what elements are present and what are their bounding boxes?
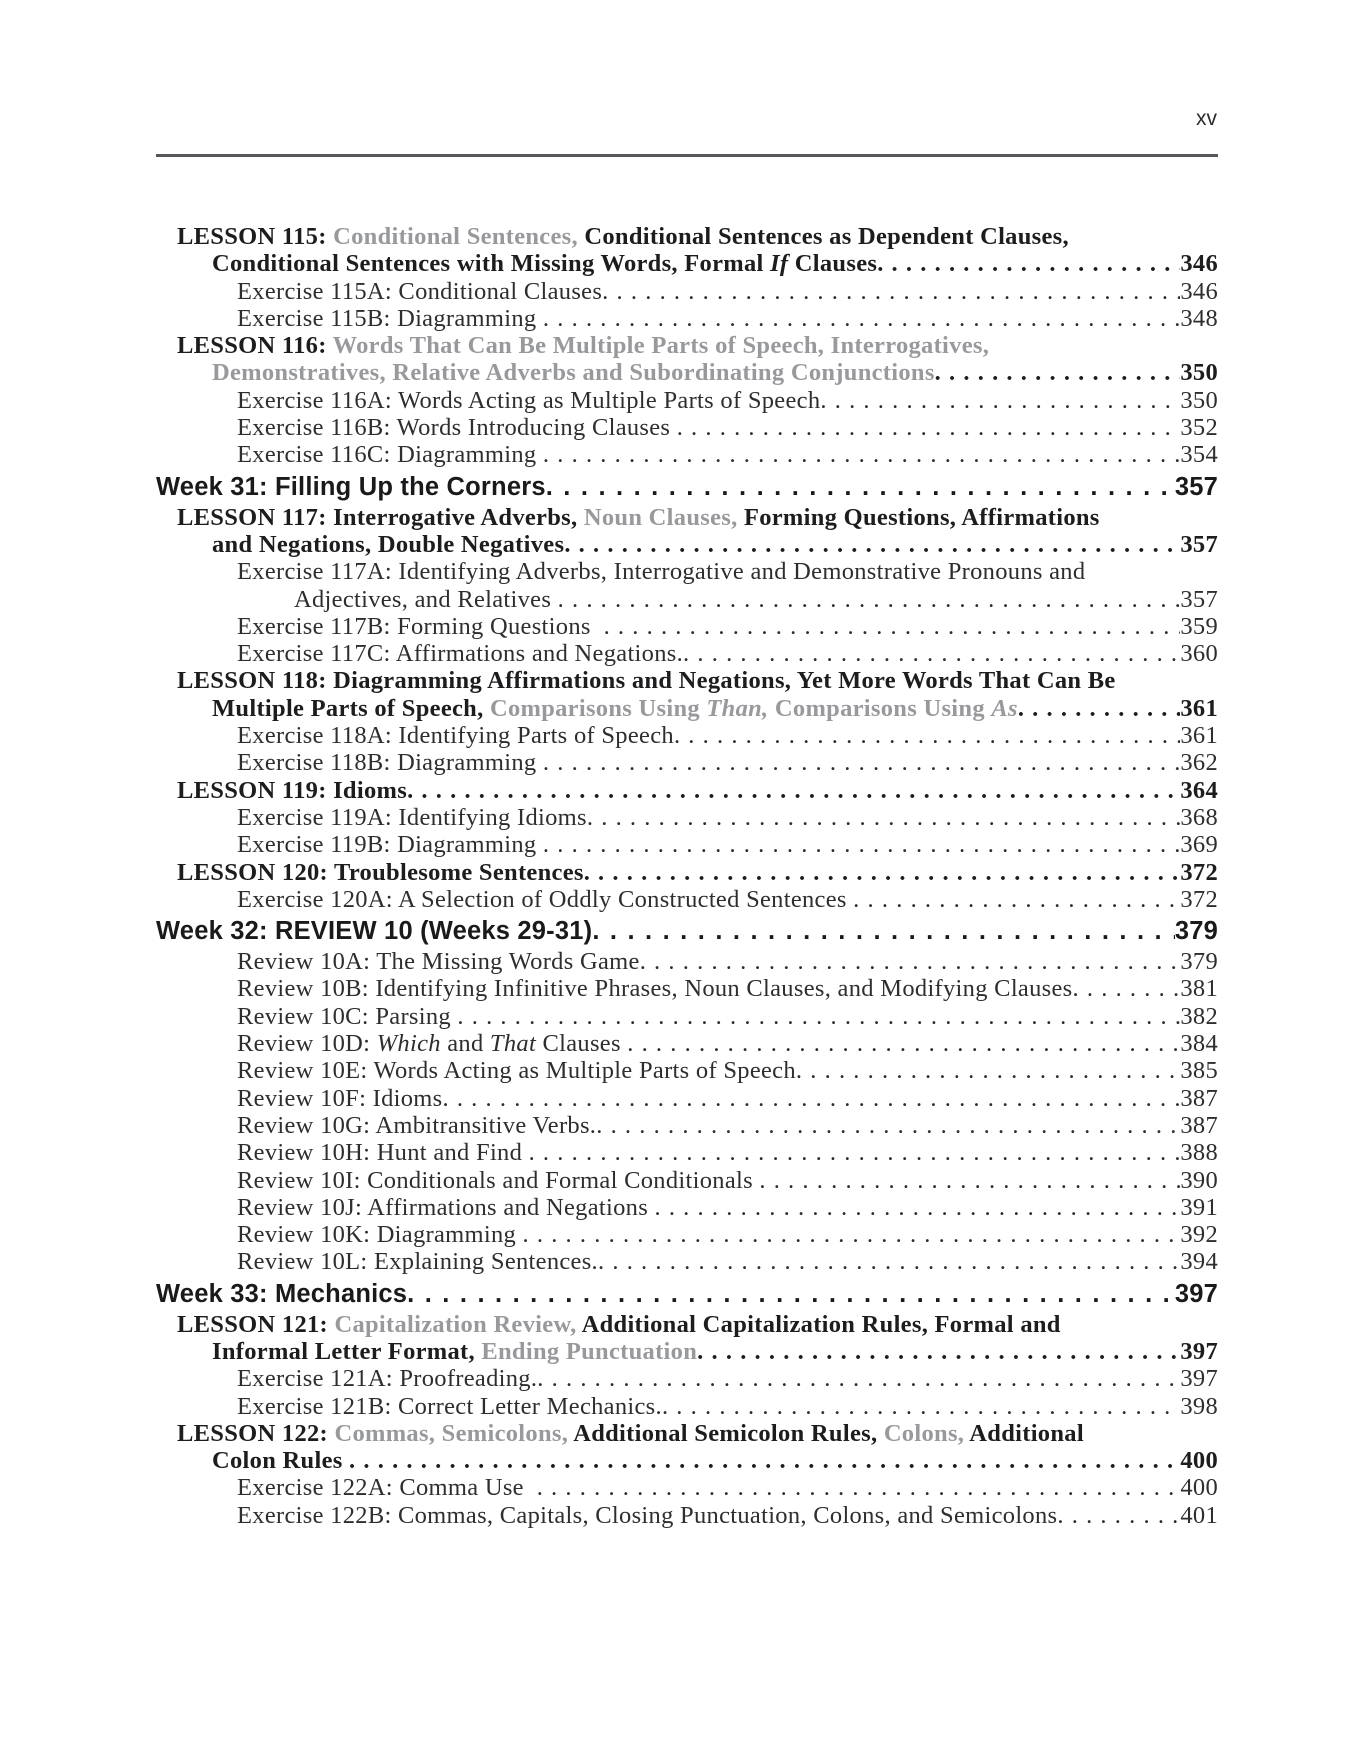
toc-row [156,1085,1218,1112]
toc-entry-text [237,1248,598,1275]
toc-row [156,305,1218,332]
toc-row [156,640,1218,667]
dot-leader [537,1474,1181,1501]
toc-entry-text [237,558,1085,585]
dot-leader [543,749,1180,776]
toc-text-segment: LESSON 115: [177,223,334,250]
toc-text-segment: Clauses [788,250,878,278]
toc-text-segment: Conditional Sentences as Dependent Clauses, [584,223,1069,250]
toc-entry-text [237,1393,662,1420]
toc-entry-text [237,886,853,913]
toc-text-segment: Exercise 116B: Words Introducing Clauses [237,414,677,442]
toc-row [156,531,1218,558]
toc-row [156,278,1218,305]
page-number: 398 [1180,1392,1218,1420]
toc-entry-text [212,250,877,277]
toc-entry-text [237,387,820,414]
toc-row [156,441,1218,468]
toc-text-segment: Forming Questions, Affirmations [743,503,1100,531]
toc-row [156,1221,1218,1248]
dot-leader [457,1003,1180,1030]
toc-entry-text [237,1139,529,1166]
toc-text-segment: and Negations, Double Negatives [212,530,565,558]
toc-text-segment: Exercise 118A: Identifying Parts of Speech [237,722,674,750]
toc-text-segment: Week 31: Filling Up the Corners [156,472,546,501]
toc-entry-text [237,1221,523,1248]
toc-text-segment: Additional Capitalization Rules, Formal and [581,1310,1061,1338]
toc-text-segment: As [991,694,1018,722]
toc-row [156,975,1218,1002]
dot-leader [654,1194,1180,1221]
toc-text-segment: LESSON 122: [177,1419,335,1447]
dot-leader [564,531,1180,558]
page-number: 357 [1180,530,1218,558]
toc-entry-text [237,749,543,776]
toc-entry-text [237,613,604,640]
page-number: 350 [1180,359,1218,387]
toc-text-segment: LESSON 120: Troublesome Sentences [177,858,584,886]
page-number: 384 [1180,1030,1218,1058]
dot-leader [592,917,1175,946]
dot-leader [877,250,1180,277]
toc-text-segment: LESSON 119: Idioms [177,776,408,804]
dot-leader [602,278,1180,305]
toc-text-segment: and [440,1030,490,1058]
toc-entry-text [156,473,546,502]
toc-text-segment: Colon Rules [212,1447,350,1475]
page-number: 359 [1180,612,1218,640]
page-number: 364 [1180,776,1218,804]
toc-text-segment: Comparisons Using [774,694,992,722]
toc-text-segment: Review 10G: Ambitransitive Verbs. [237,1111,597,1139]
toc-text-segment: Review 10E: Words Acting as Multiple Parts of Speech [237,1057,796,1085]
toc-text-segment: Exercise 121A: Proofreading. [237,1365,538,1393]
dot-leader [935,359,1181,386]
toc-row [156,859,1218,886]
toc-entry-text [212,1338,697,1365]
toc-text-segment: Multiple Parts of Speech, [212,694,490,722]
toc-entry-text [237,1194,654,1221]
toc-text-segment: Week 33: Mechanics [156,1279,408,1308]
toc-text-segment: Demonstratives, Relative Adverbs and Subordinating Conjunctions [212,359,935,387]
toc-text-segment: Review 10I: Conditionals and Formal Conditionals [237,1166,760,1194]
toc-text-segment: Review 10F: Idioms [237,1084,443,1112]
toc-text-segment: LESSON 118: Diagramming Affirmations and Negations, Yet More Words That Can Be [177,667,1116,695]
toc-entry-text [212,359,935,386]
toc-entry-text [237,441,543,468]
toc-text-segment: Additional [969,1419,1084,1447]
toc-row [156,613,1218,640]
toc-entry-text [156,1280,407,1309]
toc-row [156,886,1218,913]
page-number: 361 [1180,722,1218,750]
toc-text-segment: Colons, [883,1419,970,1447]
dot-leader [1073,975,1181,1002]
dot-leader [640,948,1181,975]
toc-text-segment: Additional Semicolon Rules, [573,1419,884,1447]
toc-row [156,1280,1218,1309]
dot-leader [796,1057,1180,1084]
toc-text-segment: Exercise 122B: Commas, Capitals, Closing Punctuation, Colons, and Semicolons [237,1501,1058,1529]
dot-leader [543,441,1180,468]
toc-entry-text [237,1502,1057,1529]
dot-leader [546,473,1175,502]
page-number: 382 [1180,1002,1218,1030]
toc-text-segment: Review 10C: Parsing [237,1002,458,1030]
toc-text-segment: Ending Punctuation [481,1337,698,1365]
toc-text-segment: LESSON 116: [177,332,333,360]
page-number: 397 [1180,1337,1218,1365]
toc-text-segment: Exercise 117C: Affirmations and Negations. [237,640,684,668]
toc-text-segment: LESSON 121: [177,1310,335,1338]
toc-row [156,695,1218,722]
dot-leader [537,1365,1180,1392]
toc-text-segment: Exercise 119B: Diagramming [237,831,543,859]
toc-entry-text [177,504,1100,531]
toc-row [156,1365,1218,1392]
page-number: 385 [1180,1057,1218,1085]
page-number: 368 [1180,803,1218,831]
toc-row [156,777,1218,804]
dot-leader [587,804,1180,831]
toc-entry-text [177,859,584,886]
toc-text-segment: Exercise 117A: Identifying Adverbs, Interrogative and Demonstrative Pronouns and [237,558,1086,586]
toc-row [156,722,1218,749]
page-number: 361 [1180,694,1218,722]
page-number: 400 [1180,1474,1218,1502]
toc-row [156,1447,1218,1474]
toc-row [156,1474,1218,1501]
toc-entry-text [212,531,564,558]
dot-leader [523,1221,1181,1248]
toc-text-segment: Review 10B: Identifying Infinitive Phrases, Noun Clauses, and Modifying Clauses [237,975,1073,1003]
toc-entry-text [237,1365,537,1392]
toc-row [156,1057,1218,1084]
toc-entry-text [237,414,677,441]
dot-leader [543,831,1180,858]
toc-entry-text [177,667,1116,694]
page-number: 391 [1180,1193,1218,1221]
page-number: 379 [1174,917,1218,946]
toc-text-segment: LESSON 117: Interrogative Adverbs, [177,503,584,531]
toc-entry-text [237,722,674,749]
toc-row [156,1338,1218,1365]
page-number: 369 [1180,831,1218,859]
page-number: 357 [1174,472,1218,501]
page-number: 360 [1180,640,1218,668]
dot-leader [662,1393,1180,1420]
toc-row [156,1003,1218,1030]
toc-row [156,1420,1218,1447]
dot-leader [820,387,1180,414]
folio-page-number: xv [1196,107,1217,130]
dot-leader [596,1112,1180,1139]
toc-text-segment: Exercise 121B: Correct Letter Mechanics. [237,1392,662,1420]
toc-entry-text [177,1420,1084,1447]
toc-entry-text [212,1447,349,1474]
toc-text-segment: Week 32: REVIEW 10 (Weeks 29-31) [156,917,593,946]
toc-entry-text [177,1311,1061,1338]
toc-text-segment: Commas, Semicolons, [334,1419,574,1447]
toc-row [156,1194,1218,1221]
toc-row [156,1139,1218,1166]
toc-entry-text [237,1003,457,1030]
page-number: 352 [1180,414,1218,442]
page-number: 400 [1180,1447,1218,1475]
page-number: 350 [1180,386,1218,414]
page-number: 354 [1180,441,1218,469]
toc-row [156,667,1218,694]
dot-leader [349,1447,1180,1474]
page-number: 381 [1180,975,1218,1003]
toc-text-segment: Exercise 120A: A Selection of Oddly Constructed Sentences [237,885,854,913]
page-number: 346 [1180,250,1218,278]
toc-text-segment: Than, [706,694,775,722]
toc-row [156,804,1218,831]
page-number: 390 [1180,1166,1218,1194]
page-number: 392 [1180,1221,1218,1249]
page-number: 394 [1180,1248,1218,1276]
toc-entry-text [237,831,543,858]
page-number: 388 [1180,1139,1218,1167]
page-number: 387 [1180,1084,1218,1112]
toc-text-segment: Exercise 122A: Comma Use [237,1474,537,1502]
toc-text-segment: Comparisons Using [489,694,707,722]
toc-text-segment: Noun Clauses, [583,503,744,531]
toc-entry-text [237,1057,796,1084]
toc-text-segment: Exercise 116C: Diagramming [237,441,543,469]
dot-leader [407,777,1180,804]
toc-text-segment: Exercise 119A: Identifying Idioms [237,803,587,831]
toc-row [156,1030,1218,1057]
page-number: 362 [1180,749,1218,777]
page-number: 397 [1180,1365,1218,1393]
dot-leader [697,1338,1180,1365]
page-number: 379 [1180,948,1218,976]
toc-text-segment: Exercise 115A: Conditional Clauses [237,277,603,305]
toc-entry-text [237,305,543,332]
dot-leader [584,859,1181,886]
toc-entry-text [177,332,989,359]
toc-row [156,831,1218,858]
toc-entry-text [212,695,1018,722]
toc-row [156,917,1218,946]
toc-text-segment: Review 10K: Diagramming [237,1221,523,1249]
toc-row [156,1112,1218,1139]
toc-text-segment: Review 10J: Affirmations and Negations [237,1193,655,1221]
toc [156,223,1218,1529]
toc-entry-text [156,917,592,946]
toc-entry-text [237,1112,596,1139]
toc-entry-text [237,804,587,831]
page-number: 372 [1180,885,1218,913]
toc-row [156,504,1218,531]
toc-row [156,387,1218,414]
toc-text-segment: Words That Can Be Multiple Parts of Speech, Interrogatives, [332,332,990,360]
toc-text-segment: Exercise 115B: Diagramming [237,304,543,332]
toc-entry-text [237,640,683,667]
toc-entry-text [177,223,1069,250]
toc-text-segment: Capitalization Review, [334,1310,582,1338]
toc-text-segment: Review 10A: The Missing Words Game [237,948,640,976]
page-number: 387 [1180,1111,1218,1139]
toc-entry-text [237,1167,759,1194]
toc-row [156,473,1218,502]
toc-text-segment: Adjectives, and Relatives [294,585,558,613]
dot-leader [683,640,1180,667]
dot-leader [558,586,1181,613]
page-number: 401 [1180,1501,1218,1529]
toc-text-segment: Exercise 118B: Diagramming [237,749,543,777]
toc-text-segment: If [770,250,789,278]
toc-entry-text [237,948,640,975]
toc-text-segment: Exercise 117B: Forming Questions [237,612,604,640]
toc-row [156,359,1218,386]
toc-text-segment: Which [376,1030,441,1058]
toc-text-segment: Review 10D: [237,1030,377,1058]
toc-text-segment: Review 10H: Hunt and Find [237,1139,529,1167]
page-number: 372 [1180,858,1218,886]
toc-entry-text [237,1085,442,1112]
dot-leader [674,722,1180,749]
toc-text-segment: Clauses [536,1030,628,1058]
toc-row [156,250,1218,277]
toc-entry-text [237,1474,537,1501]
toc-entry-text [237,975,1073,1002]
toc-row [156,749,1218,776]
toc-row [156,1248,1218,1275]
toc-row [156,332,1218,359]
toc-text-segment: Conditional Sentences with Missing Words, Formal [212,250,771,278]
toc-text-segment: Exercise 116A: Words Acting as Multiple Parts of Speech [237,386,821,414]
page-number: 348 [1180,304,1218,332]
toc-text-segment: Informal Letter Format, [212,1337,482,1365]
dot-leader [407,1280,1175,1309]
page-number: 357 [1180,585,1218,613]
toc-entry-text [177,777,407,804]
dot-leader [543,305,1180,332]
toc-text-segment: That [489,1030,537,1058]
toc-row [156,1502,1218,1529]
dot-leader [759,1167,1180,1194]
dot-leader [1057,1502,1180,1529]
toc-row [156,586,1218,613]
dot-leader [604,613,1181,640]
toc-row [156,948,1218,975]
dot-leader [677,414,1181,441]
toc-text-segment: Conditional Sentences, [333,223,585,250]
page-number: 346 [1180,277,1218,305]
toc-text-segment: Review 10L: Explaining Sentences. [237,1248,598,1276]
dot-leader [1018,695,1181,722]
toc-row [156,1167,1218,1194]
toc-row [156,1393,1218,1420]
toc-entry-text [237,278,602,305]
toc-row [156,1311,1218,1338]
dot-leader [529,1139,1181,1166]
toc-row [156,223,1218,250]
toc-row [156,558,1218,585]
toc-entry-text [294,586,558,613]
toc-row [156,414,1218,441]
dot-leader [598,1248,1180,1275]
dot-leader [627,1030,1180,1057]
dot-leader [442,1085,1180,1112]
toc-entry-text [237,1030,627,1057]
dot-leader [853,886,1180,913]
header-rule [156,154,1218,157]
page-number: 397 [1174,1279,1218,1308]
